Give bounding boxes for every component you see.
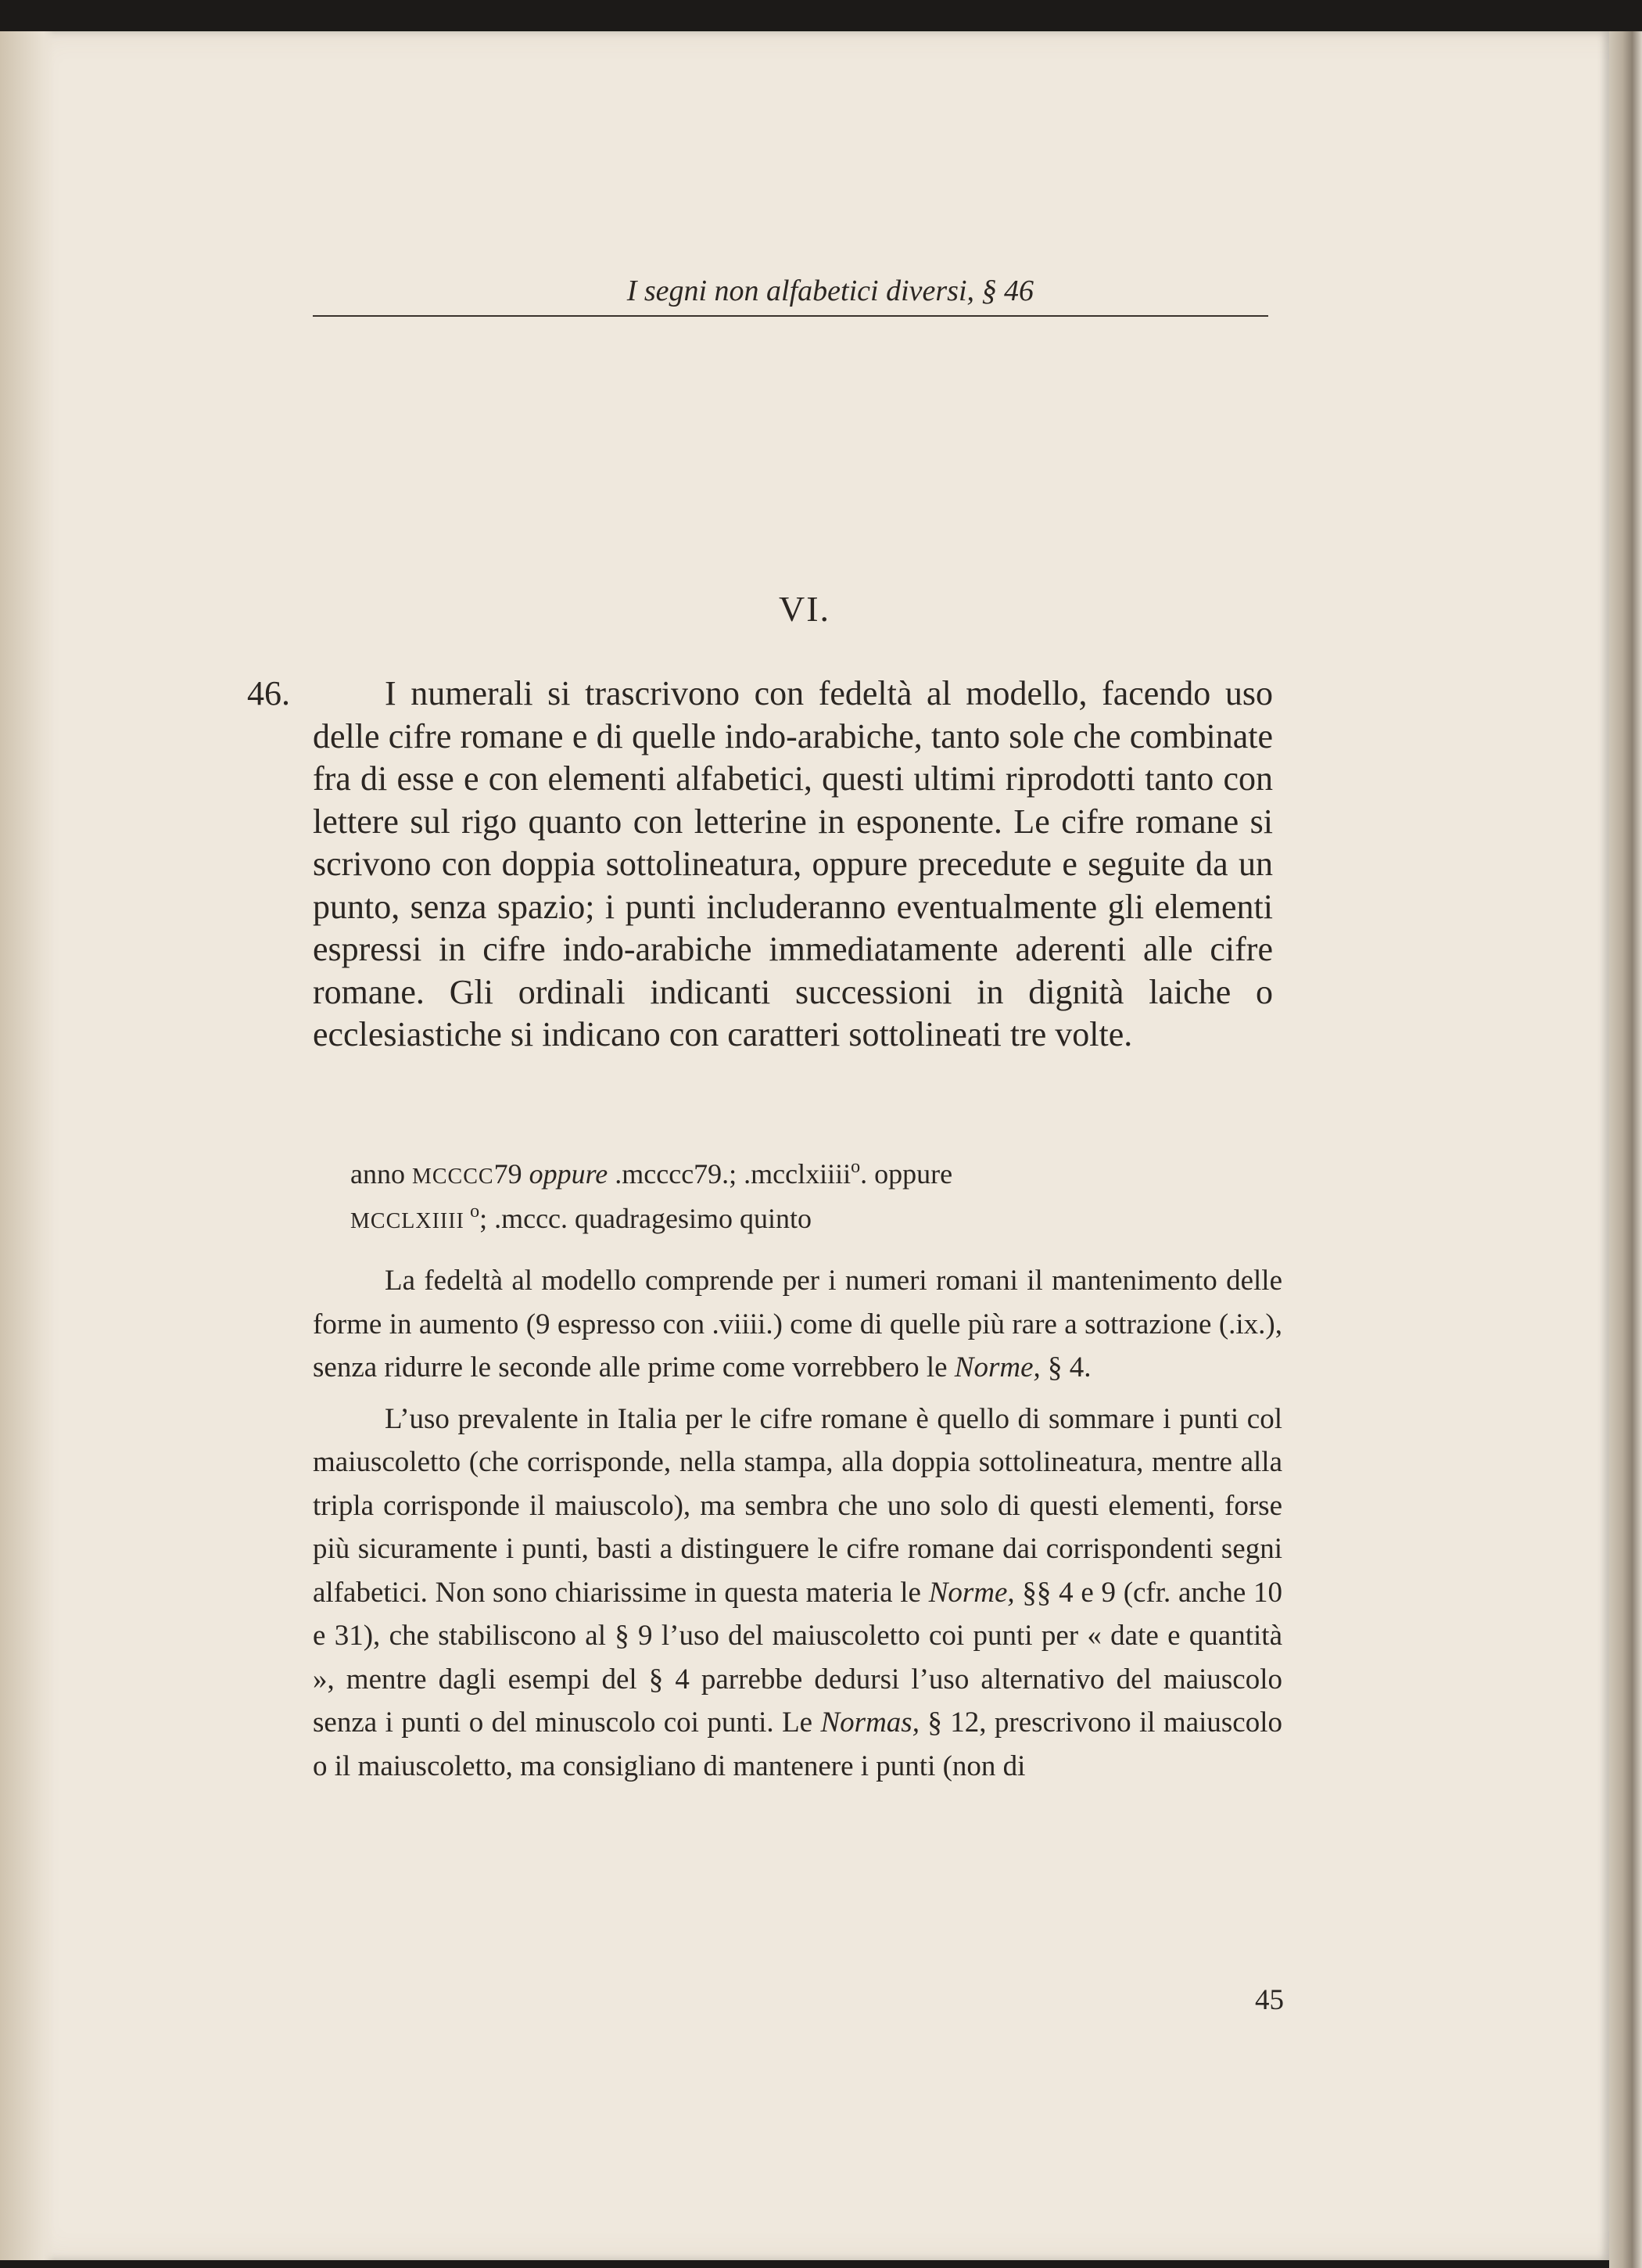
example-roman-dotted-2: ; .mccc. quadragesimo quinto xyxy=(479,1203,812,1234)
example-number-1: 79 xyxy=(493,1158,522,1190)
norme-title-1: Norme, xyxy=(954,1351,1041,1383)
book-page xyxy=(0,31,1609,2260)
example-line-1 xyxy=(350,1154,1281,1198)
example-line-2 xyxy=(350,1198,1281,1243)
chapter-numeral: VI. xyxy=(778,589,831,629)
commentary-paragraph-2-part2: §§ 4 e 9 (cfr. anche 10 e 31), che stabiliscono al § 9 l’uso del maiuscoletto coi punti per « date e quantità », mentre dagli esempi del § 4 parrebbe dedursi l’uso alternativo del maiuscolo senza i punti o del minuscolo coi punti. Le xyxy=(313,1576,1282,1739)
commentary-paragraph-1 xyxy=(313,1259,1282,1390)
commentary-paragraph-2 xyxy=(313,1398,1282,1789)
commentary-paragraph-1-tail: § 4. xyxy=(1048,1351,1092,1383)
paragraph-number: 46. xyxy=(247,674,290,712)
normas-title: Normas, xyxy=(820,1706,920,1739)
running-head xyxy=(313,271,1268,317)
example-superscript-2: o xyxy=(470,1201,480,1222)
example-roman-dotted-1: .mcccc79.; .mcclxiiii xyxy=(615,1158,851,1190)
example-anno: anno xyxy=(350,1158,405,1190)
example-oppure: oppure xyxy=(529,1158,608,1190)
example-smallcaps-2: MCCLXIIII xyxy=(350,1209,464,1233)
examples-block xyxy=(350,1154,1281,1243)
norme-title-2: Norme, xyxy=(928,1576,1015,1609)
page-number: 45 xyxy=(1255,1984,1284,2016)
page-edge xyxy=(1609,31,1642,2268)
example-superscript-1: o xyxy=(851,1157,861,1177)
commentary-paragraph-2-part3: § 12, prescrivono il maiuscolo o il maiuscoletto, ma consigliano di mantenere i punti (non di xyxy=(313,1706,1283,1782)
commentary-paragraph-2-part1: L’uso prevalente in Italia per le cifre romane è quello di sommare i punti col maiuscoletto (che corrisponde, nella stampa, alla doppia sottolineatura, mentre alla tripla corrisponde il maiuscolo), ma sembra che uno solo di questi elementi, forse più sicuramente i punti, basti a distinguere le cifre romane dai corrispondenti segni alfabetici. Non sono chiarissime in questa materia le xyxy=(313,1402,1282,1609)
commentary-text xyxy=(313,1259,1282,1788)
example-oppure-2: . oppure xyxy=(860,1158,953,1190)
main-paragraph: I numerali si trascrivono con fedeltà al modello, facendo uso delle cifre romane e di quelle indo-arabiche, tanto sole che combinate fra di esse e con elementi alfabetici, questi ultimi riprodotti tanto con lettere sul rigo quanto con letterine in esponente. Le cifre romane si scrivono con doppia sottolineatura, oppure precedute e seguite da un punto, senza spazio; i punti includeranno eventualmente gli elementi espressi in cifre indo-arabiche immediatamente aderenti alle cifre romane. Gli ordinali indicanti successioni in dignità laiche o ecclesiastiche si indicano con caratteri sottolineati tre volte. xyxy=(313,674,1273,1053)
page-gutter xyxy=(0,31,55,2260)
example-smallcaps-1: MCCCC xyxy=(411,1165,494,1189)
commentary-paragraph-1-text: La fedeltà al modello comprende per i numeri romani il mantenimento delle forme in aumento (9 espresso con .viiii.) come di quelle più rare a sottrazione (.ix.), senza ridurre le seconde alle prime come vorrebbero le xyxy=(313,1265,1282,1383)
running-head-text: I segni non alfabetici diversi, § 46 xyxy=(626,275,1034,307)
